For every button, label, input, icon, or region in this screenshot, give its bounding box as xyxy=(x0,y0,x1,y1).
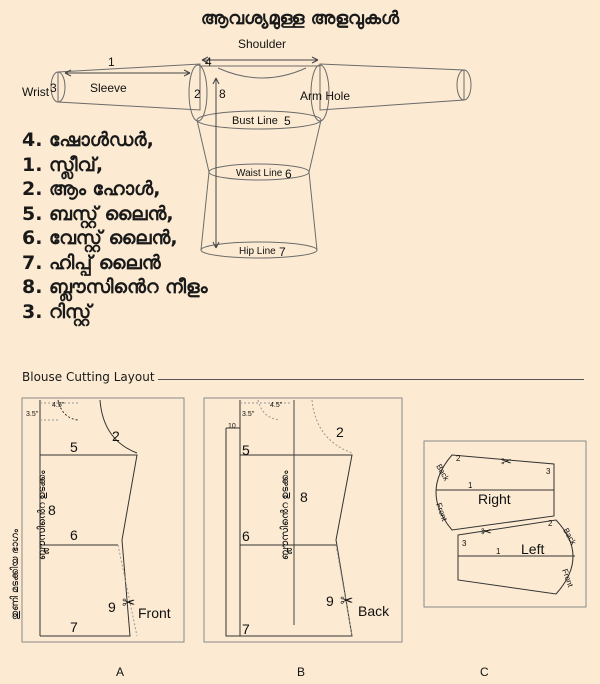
label-8: 8 xyxy=(219,87,226,101)
panel-b-width-45: 4.5" xyxy=(270,402,283,409)
panel-a-caption: A xyxy=(116,665,125,679)
panel-b-num-9: 9 xyxy=(326,593,334,609)
panel-b-num-5: 5 xyxy=(242,442,250,458)
label-shoulder: Shoulder xyxy=(238,37,287,51)
label-5: 5 xyxy=(284,114,291,128)
panel-b-armhole-curve xyxy=(312,400,352,453)
measurement-item: 4. ഷോൾഡർ, xyxy=(22,129,154,151)
panel-c-right-front: Front xyxy=(434,501,449,523)
label-hip-line: Hip Line xyxy=(239,246,276,257)
measurement-item: 6. വേസ്റ്റ് ലൈൻ, xyxy=(22,227,178,249)
panel-a-side-text: ബ്ലൗസിൻെറ ഉടക്കം xyxy=(37,470,48,560)
left-sleeve xyxy=(58,64,200,110)
panel-b-scissors-icon: ✂ xyxy=(340,593,354,610)
measurement-item: 8. ബ്ലൗസിൻെറ നീളം xyxy=(22,276,208,298)
label-4: 4 xyxy=(205,55,212,69)
right-sleeve xyxy=(320,64,464,110)
panel-c-left-back: Back xyxy=(561,526,578,547)
right-body-side xyxy=(309,120,321,250)
panel-c-left-num-2: 2 xyxy=(548,519,553,528)
left-sleeve-piece xyxy=(458,520,573,594)
panel-a-front xyxy=(9,398,184,679)
panel-a-width-45: 4.5" xyxy=(52,402,65,409)
panel-c-scissors-icon-bottom: ✂ xyxy=(481,524,492,539)
panel-b-side-text: ബ്ലൗസിൻെറ ഉടക്കം xyxy=(280,470,291,560)
label-sleeve: Sleeve xyxy=(90,81,127,95)
label-6: 6 xyxy=(285,167,292,181)
panel-a-num-5: 5 xyxy=(70,439,78,455)
measurement-item: 5. ബസ്റ്റ് ലൈൻ, xyxy=(22,202,174,225)
label-waist-line: Waist Line xyxy=(236,168,283,179)
panel-c-label-left: Left xyxy=(521,541,545,557)
panel-c-left-num-3: 3 xyxy=(462,539,467,548)
panel-c-scissors-icon-top: ✂ xyxy=(501,454,512,469)
page-title: ആവശ്യമുള്ള അളവുകൾ xyxy=(200,8,400,29)
panel-c-right-back: Back xyxy=(434,462,451,483)
label-2: 2 xyxy=(194,87,201,101)
panel-c-right-num-1: 1 xyxy=(468,481,473,490)
measurement-item: 3. റിസ്റ്റ് xyxy=(22,300,92,323)
measurement-item: 1. സ്ലീവ്, xyxy=(22,153,104,176)
cutting-layout-heading: Blouse Cutting Layout xyxy=(22,370,155,384)
panel-b-back xyxy=(204,398,402,679)
panel-b-num-7: 7 xyxy=(242,621,250,637)
label-1: 1 xyxy=(108,55,115,69)
panel-c-label-right: Right xyxy=(478,491,511,507)
label-7: 7 xyxy=(279,245,286,259)
label-3: 3 xyxy=(50,81,57,95)
panel-a-num-7: 7 xyxy=(70,619,78,635)
panel-b-num-6: 6 xyxy=(242,528,250,544)
label-bust-line: Bust Line xyxy=(232,115,278,127)
panel-a-label-front: Front xyxy=(138,605,171,621)
panel-b-num-8: 8 xyxy=(300,489,308,505)
panel-a-depth-35: 3.5" xyxy=(26,411,39,418)
panel-a-armhole-curve xyxy=(100,400,137,453)
panel-a-num-2: 2 xyxy=(112,428,120,444)
panel-a-fold-text: തുണി മടക്കിയ ഭാഗം xyxy=(10,528,21,620)
panel-b-num-2: 2 xyxy=(336,424,344,440)
panel-a-dart-guide xyxy=(118,545,137,636)
panel-a-num-9: 9 xyxy=(108,599,116,615)
panel-b-caption: B xyxy=(297,665,306,679)
panel-c-right-num-3: 3 xyxy=(546,467,551,476)
cutting-layout-divider xyxy=(158,379,584,380)
panel-b-extension xyxy=(226,428,240,636)
panel-c-left-num-1: 1 xyxy=(496,547,501,556)
panel-b-label-back: Back xyxy=(358,603,390,619)
label-wrist: Wrist xyxy=(22,85,50,99)
panel-a-scissors-icon: ✂ xyxy=(122,595,136,612)
panel-b-depth-35: 3.5" xyxy=(242,411,255,418)
panel-c-right-num-2: 2 xyxy=(456,454,461,463)
panel-c-sleeves xyxy=(424,441,586,679)
panel-a-num-8: 8 xyxy=(48,502,56,518)
panel-c-caption: C xyxy=(480,665,489,679)
neckline xyxy=(218,68,306,78)
measurement-item: 7. ഹിപ്പ് ലൈൻ xyxy=(22,251,161,274)
panel-b-ext-10: 10 xyxy=(228,423,236,430)
measurement-list xyxy=(22,128,208,324)
measurement-item: 2. ആം ഹോൾ, xyxy=(22,178,161,200)
panel-c-left-front: Front xyxy=(560,567,575,589)
panel-a-num-6: 6 xyxy=(70,527,78,543)
label-arm-hole: Arm Hole xyxy=(300,89,351,103)
